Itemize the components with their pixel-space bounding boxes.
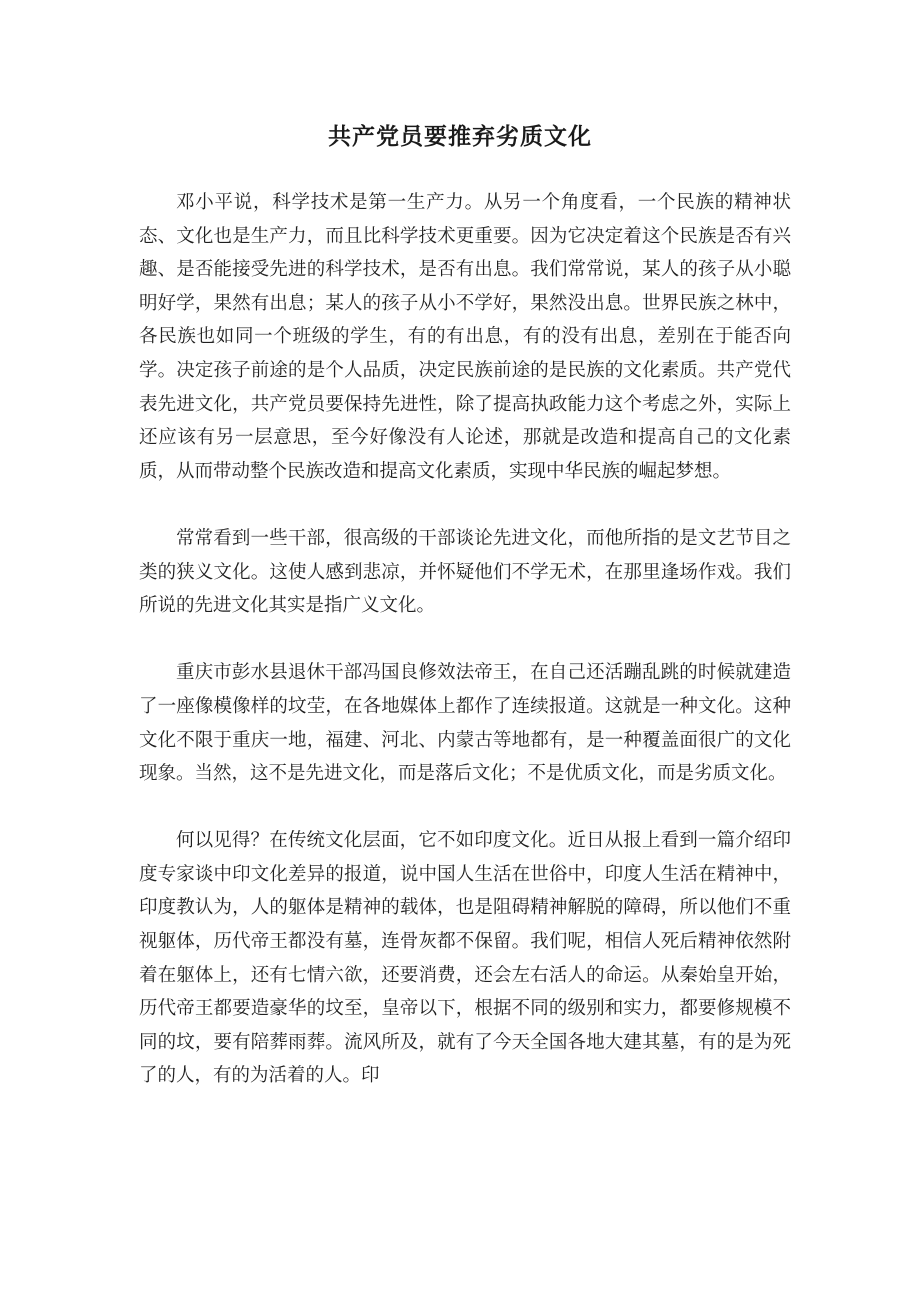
paragraph-1: 邓小平说，科学技术是第一生产力。从另一个角度看，一个民族的精神状态、文化也是生产力，而且比科学技术更重要。因为它决定着这个民族是否有兴趣、是否能接受先进的科学技术，是否有出息。我们常常说，某人的孩子从小聪明好学，果然有出息；某人的孩子从小不学好，果然没出息。世界民族之林中，各民族也如同一个班级的学生，有的有出息，有的没有出息，差别在于能否向学。决定孩子前途的是个人品质，决定民族前途的是民族的文化素质。共产党代表先进文化，共产党员要保持先进性，除了提高执政能力这个考虑之外，实际上还应该有另一层意思，至今好像没有人论述，那就是改造和提高自己的文化素质，从而带动整个民族改造和提高文化素质，实现中华民族的崛起梦想。 xyxy=(139,192,791,482)
paragraph-4: 何以见得？在传统文化层面，它不如印度文化。近日从报上看到一篇介绍印度专家谈中印文化差异的报道，说中国人生活在世俗中，印度人生活在精神中，印度教认为，人的躯体是精神的载体，也是阻碍精神解脱的障碍，所以他们不重视躯体，历代帝王都没有墓，连骨灰都不保留。我们呢，相信人死后精神依然附着在躯体上，还有七情六欲，还要消费，还会左右活人的命运。从秦始皇开始，历代帝王都要造豪华的坟至，皇帝以下，根据不同的级别和实力，都要修规模不同的坟，要有陪葬雨葬。流风所及，就有了今天全国各地大建其墓，有的是为死了的人，有的为活着的人。印 xyxy=(139,830,791,1087)
document-title: 共产党员要推弃劣质文化 xyxy=(328,124,592,150)
paragraph-2: 常常看到一些干部，很高级的干部谈论先进文化，而他所指的是文艺节目之类的狭义文化。这使人感到悲凉，并怀疑他们不学无术，在那里逢场作戏。我们所说的先进文化其实是指广义文化。 xyxy=(139,527,791,617)
paragraph-3: 重庆市彭水县退休干部冯国良修效法帝王，在自己还活蹦乱跳的时候就建造了一座像模像样的坟茔，在各地媒体上都作了连续报道。这就是一种文化。这种文化不限于重庆一地，福建、河北、内蒙古等地都有，是一种覆盖面很广的文化现象。当然，这不是先进文化，而是落后文化；不是优质文化，而是劣质文化。 xyxy=(139,662,791,785)
document-body xyxy=(139,186,791,1127)
